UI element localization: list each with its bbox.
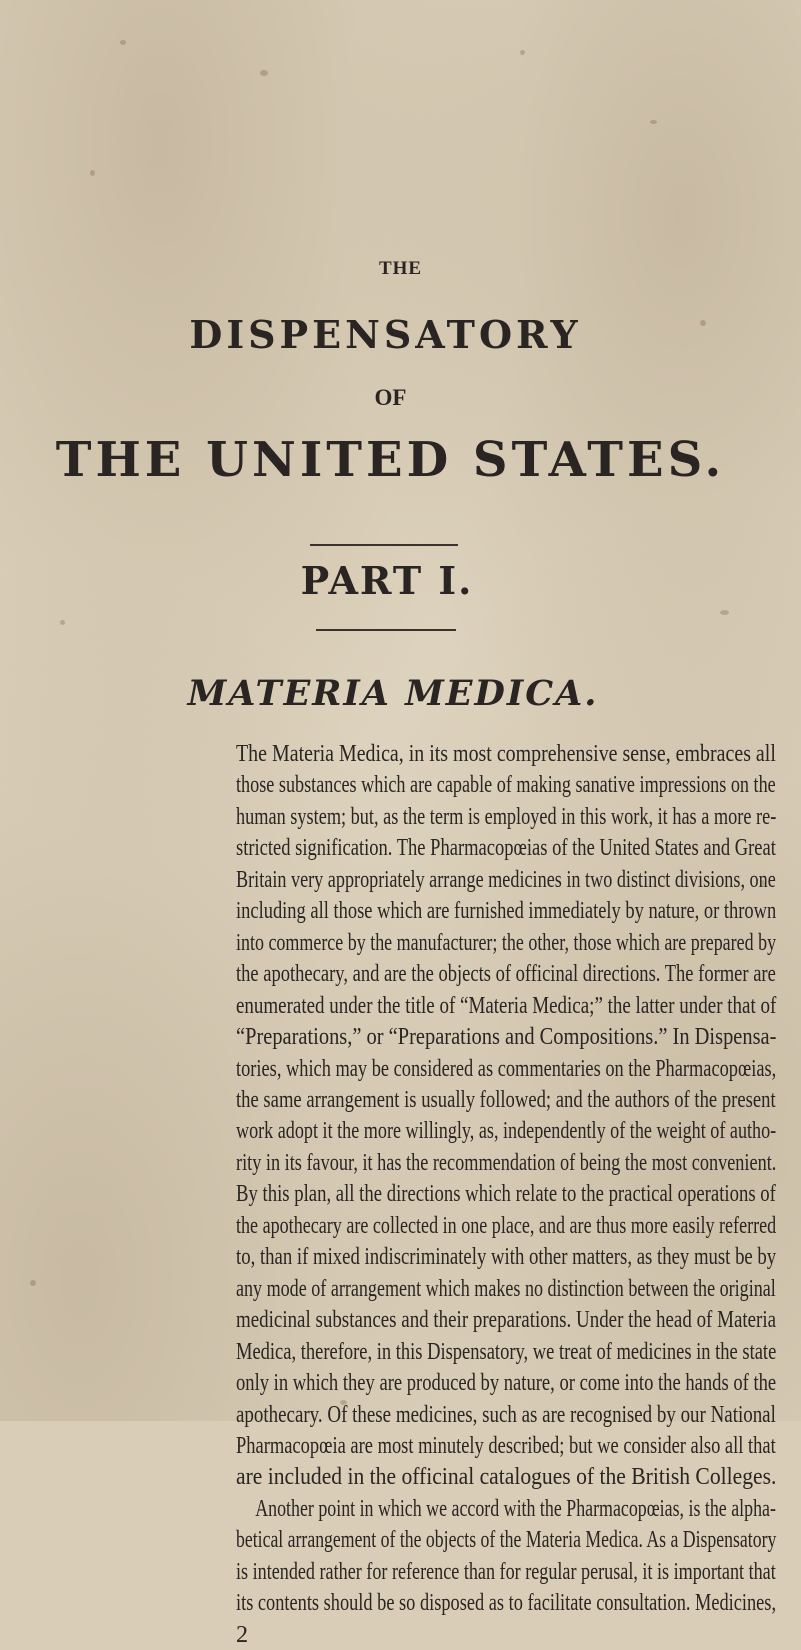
text-line: tories, which may be considered as commentaries on the Pharmacopœias, bbox=[236, 1054, 777, 1082]
section-heading: MATERIA MEDICA. bbox=[187, 673, 599, 714]
signature-mark: 2 bbox=[236, 1620, 249, 1648]
body-paragraphs bbox=[236, 738, 776, 1650]
text-line: to, than if mixed indiscriminately with other matters, as they must be by bbox=[236, 1243, 777, 1271]
text-line: Britain very appropriately arrange medicines in two distinct divisions, one bbox=[236, 865, 776, 893]
text-line: By this plan, all the directions which relate to the practical operations of bbox=[236, 1180, 776, 1208]
text-line: human system; but, as the term is employed in this work, it has a more re- bbox=[236, 802, 777, 830]
text-line: into commerce by the manufacturer; the other, those which are prepared by bbox=[236, 928, 777, 956]
text-line: “Preparations,” or “Preparations and Compositions.” In Dispensa- bbox=[236, 1023, 777, 1051]
text-line: those substances which are capable of making sanative impressions on the bbox=[236, 771, 776, 799]
title-dispensatory: DISPENSATORY bbox=[189, 312, 582, 357]
divider-rule-bottom bbox=[316, 629, 456, 631]
text-line: Pharmacopœia are most minutely described; but we consider also all that bbox=[236, 1431, 776, 1459]
text-line: betical arrangement of the objects of the Materia Medica. As a Dispensatory bbox=[236, 1526, 777, 1554]
text-line: The Materia Medica, in its most comprehensive sense, embraces all bbox=[236, 740, 776, 767]
text-line: the apothecary are collected in one place, and are thus more easily referred bbox=[236, 1211, 777, 1239]
text-line: stricted signification. The Pharmacopœias of the United States and Great bbox=[236, 834, 776, 862]
title-united-states: THE UNITED STATES. bbox=[55, 432, 726, 488]
text-line: its contents should be so disposed as to facilitate consultation. Medicines, bbox=[236, 1589, 777, 1617]
text-line: rity in its favour, it has the recommendation of being the most convenient. bbox=[236, 1148, 777, 1176]
text-line: Another point in which we accord with the Pharmacopœias, is the alpha- bbox=[255, 1494, 776, 1522]
text-line: enumerated under the title of “Materia Medica;” the latter under that of bbox=[236, 991, 777, 1019]
text-line: the apothecary, and are the objects of officinal directions. The former are bbox=[236, 960, 776, 988]
text-line: including all those which are furnished immediately by nature, or thrown bbox=[236, 897, 777, 925]
text-line: medicinal substances and their preparations. Under the head of Materia bbox=[236, 1306, 777, 1334]
divider-rule-top bbox=[310, 544, 458, 546]
text-line: any mode of arrangement which makes no distinction between the original bbox=[236, 1274, 776, 1302]
text-line: is intended rather for reference than for regular perusal, it is important that bbox=[236, 1557, 776, 1585]
text-line: apothecary. Of these medicines, such as are recognised by our National bbox=[236, 1400, 776, 1428]
title-of: OF bbox=[374, 385, 407, 410]
text-line: Medica, therefore, in this Dispensatory, we treat of medicines in the state bbox=[236, 1337, 777, 1365]
title-part: PART I. bbox=[300, 558, 474, 603]
text-line: the same arrangement is usually followed; and the authors of the present bbox=[236, 1085, 776, 1113]
text-line: work adopt it the more willingly, as, independently of the weight of autho- bbox=[236, 1117, 777, 1145]
text-line: are included in the officinal catalogues of the British Colleges. bbox=[236, 1463, 777, 1491]
text-line: only in which they are produced by nature, or come into the hands of the bbox=[236, 1369, 777, 1397]
title-the: THE bbox=[378, 258, 423, 279]
